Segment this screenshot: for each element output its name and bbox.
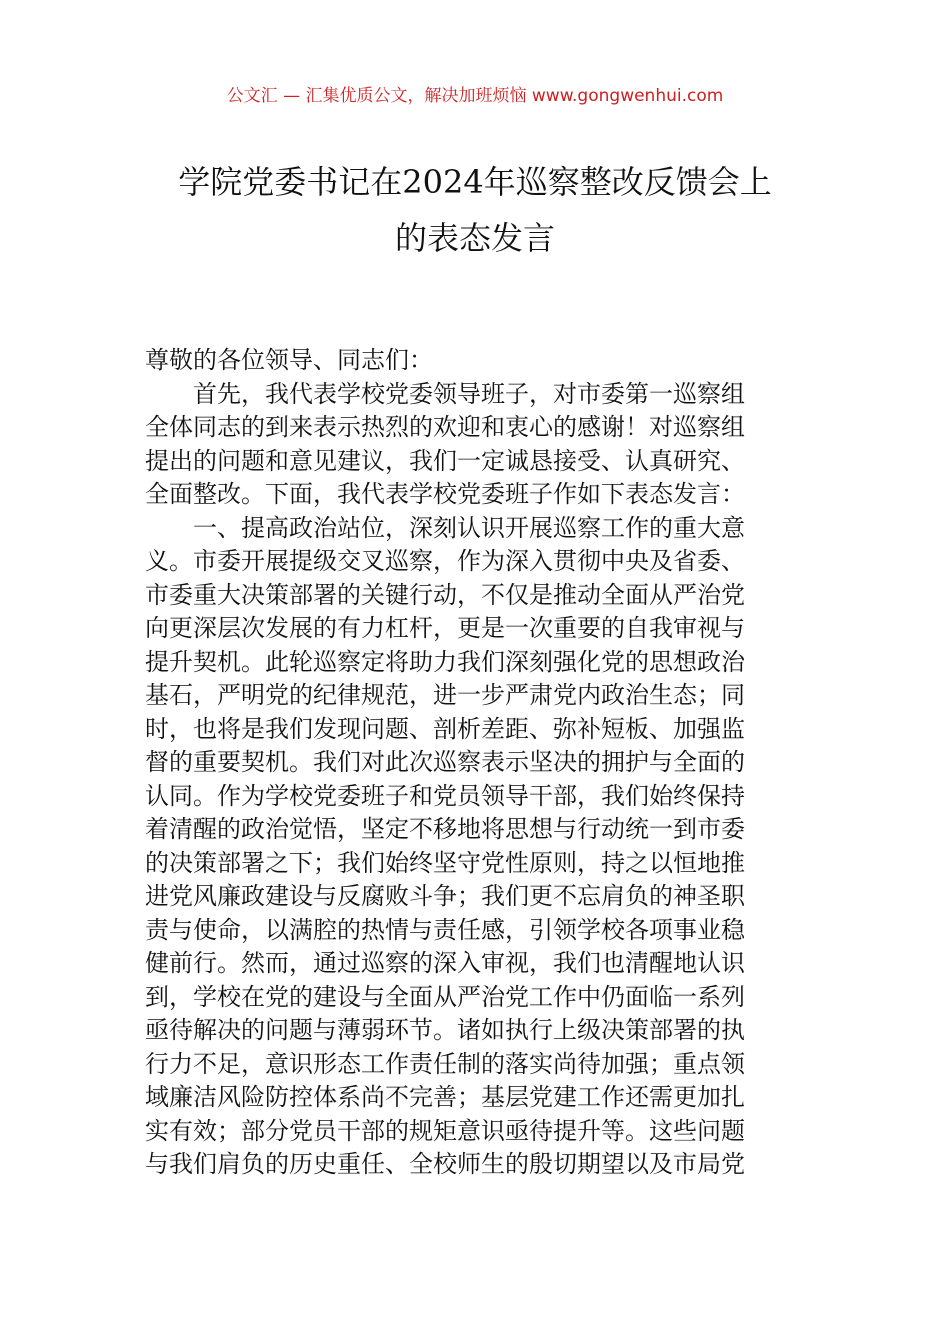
document-body [145, 344, 815, 1182]
body-line: 的决策部署之下；我们始终坚守党性原则，持之以恒地推 [145, 848, 745, 877]
body-line: 基石，严明党的纪律规范，进一步严肃党内政治生态；同 [145, 681, 745, 709]
body-line: 行力不足，意识形态工作责任制的落实尚待加强；重点领 [145, 1049, 745, 1078]
body-line: 提升契机。此轮巡察定将助力我们深刻强化党的思想政治 [145, 647, 745, 676]
body-line: 义。市委开展提级交叉巡察，作为深入贯彻中央及省委、 [145, 547, 745, 575]
body-line: 进党风廉政建设与反腐败斗争；我们更不忘肩负的神圣职 [145, 882, 745, 910]
body-line: 责与使命，以满腔的热情与责任感，引领学校各项事业稳 [145, 915, 745, 944]
body-line: 实有效；部分党员干部的规矩意识亟待提升等。这些问题 [145, 1116, 745, 1145]
body-line: 认同。作为学校党委班子和党员领导干部，我们始终保持 [145, 781, 745, 810]
body-line: 健前行。然而，通过巡察的深入审视，我们也清醒地认识 [145, 949, 745, 977]
body-line: 全面整改。下面，我代表学校党委班子作如下表态发言： [145, 480, 745, 508]
body-line: 提出的问题和意见建议，我们一定诚恳接受、认真研究、 [145, 446, 745, 475]
salutation-line: 尊敬的各位领导、同志们： [145, 346, 433, 374]
body-line: 时，也将是我们发现问题、剖析差距、弥补短板、加强监 [145, 714, 745, 743]
document-title [80, 154, 870, 266]
body-line: 首先，我代表学校党委领导班子，对市委第一巡察组 [193, 379, 745, 408]
body-line: 域廉洁风险防控体系尚不完善；基层党建工作还需更加扎 [145, 1083, 745, 1111]
body-line: 着清醒的政治觉悟，坚定不移地将思想与行动统一到市委 [145, 815, 745, 843]
body-line: 到，学校在党的建设与全面从严治党工作中仍面临一系列 [145, 982, 745, 1011]
body-line: 全体同志的到来表示热烈的欢迎和衷心的感谢！对巡察组 [145, 413, 745, 441]
body-line: 市委重大决策部署的关键行动，不仅是推动全面从严治党 [145, 580, 745, 609]
section-heading-line: 一、提高政治站位，深刻认识开展巡察工作的重大意 [193, 513, 745, 542]
title-line-2: 的表态发言 [394, 219, 555, 257]
body-line: 亟待解决的问题与薄弱环节。诸如执行上级决策部署的执 [145, 1016, 745, 1044]
watermark-header: 公文汇 — 汇集优质公文，解决加班烦恼 www.gongwenhui.com [226, 86, 724, 106]
body-line: 与我们肩负的历史重任、全校师生的殷切期望以及市局党 [145, 1150, 745, 1178]
title-line-1: 学院党委书记在2024年巡察整改反馈会上 [178, 163, 772, 201]
body-line: 督的重要契机。我们对此次巡察表示坚决的拥护与全面的 [145, 748, 745, 776]
body-line: 向更深层次发展的有力杠杆，更是一次重要的自我审视与 [145, 614, 745, 642]
